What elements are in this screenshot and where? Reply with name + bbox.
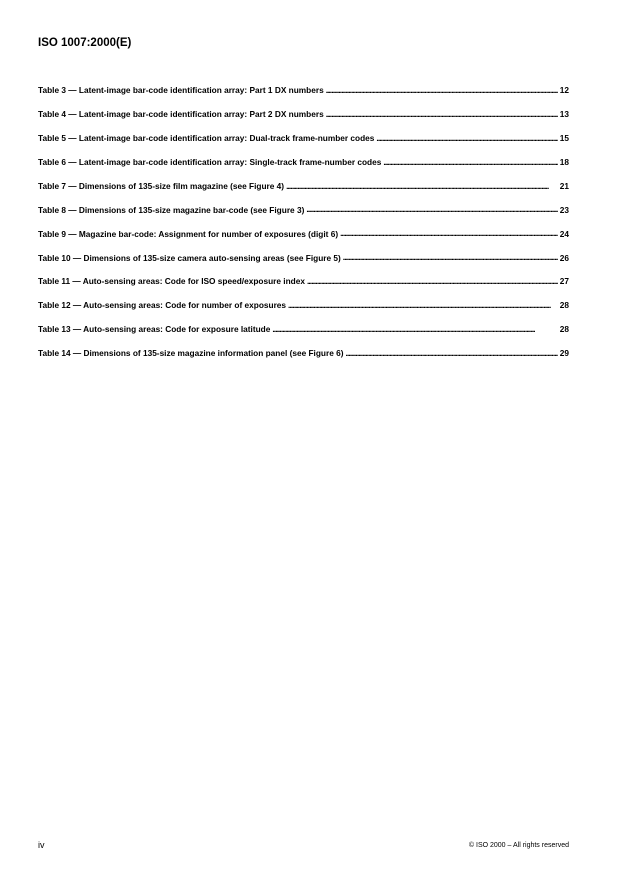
toc-dot-leader bbox=[306, 204, 557, 212]
footer-page-number: iv bbox=[38, 840, 45, 850]
toc-entry-title: Table 4 — Latent-image bar-code identification array: Part 2 DX numbers bbox=[38, 109, 324, 120]
toc-entry-page: 28 bbox=[559, 324, 569, 335]
toc-entry-page: 18 bbox=[559, 156, 569, 167]
footer-copyright: © ISO 2000 – All rights reserved bbox=[468, 842, 569, 849]
document-id-header: ISO 1007:2000(E) bbox=[38, 37, 132, 49]
toc-entry-title: Table 3 — Latent-image bar-code identification array: Part 1 DX numbers bbox=[38, 85, 324, 96]
toc-dot-leader bbox=[340, 228, 558, 236]
toc-dot-leader bbox=[343, 252, 558, 260]
toc-entry-page: 28 bbox=[559, 300, 569, 311]
toc-entry-title: Table 14 — Dimensions of 135-size magazine information panel (see Figure 6) bbox=[38, 348, 344, 359]
toc-entry-title: Table 8 — Dimensions of 135-size magazine bar-code (see Figure 3) bbox=[38, 204, 305, 215]
toc-entry-table-7[interactable] bbox=[38, 181, 569, 205]
toc-dot-leader bbox=[307, 276, 558, 284]
toc-entry-title: Table 9 — Magazine bar-code: Assignment for number of exposures (digit 6) bbox=[38, 228, 339, 239]
toc-dot-leader bbox=[346, 348, 558, 356]
toc-entry-title: Table 10 — Dimensions of 135-size camera auto-sensing areas (see Figure 5) bbox=[38, 252, 341, 263]
toc-entry-page: 12 bbox=[559, 85, 569, 96]
toc-dot-leader bbox=[288, 300, 558, 308]
toc-dot-leader bbox=[383, 157, 557, 165]
toc-entry-table-3[interactable] bbox=[38, 85, 569, 109]
toc-entry-table-4[interactable] bbox=[38, 109, 569, 133]
toc-entry-title: Table 13 — Auto-sensing areas: Code for exposure latitude bbox=[38, 324, 271, 335]
toc-entry-title: Table 11 — Auto-sensing areas: Code for ISO speed/exposure index bbox=[38, 276, 305, 287]
toc-entry-table-10[interactable] bbox=[38, 252, 569, 276]
toc-entry-table-13[interactable] bbox=[38, 324, 569, 348]
toc-entry-table-14[interactable] bbox=[38, 348, 569, 372]
toc-entry-table-12[interactable] bbox=[38, 300, 569, 324]
toc-entry-title: Table 7 — Dimensions of 135-size film magazine (see Figure 4) bbox=[38, 180, 285, 191]
toc-entry-page: 15 bbox=[559, 133, 569, 144]
toc-dot-leader bbox=[326, 109, 558, 117]
toc-dot-leader bbox=[272, 324, 557, 332]
toc-entry-title: Table 6 — Latent-image bar-code identification array: Single-track frame-number codes bbox=[38, 156, 382, 167]
toc-entry-table-6[interactable] bbox=[38, 157, 569, 181]
toc-entry-table-5[interactable] bbox=[38, 133, 569, 157]
toc-entry-table-11[interactable] bbox=[38, 276, 569, 300]
toc-entry-page: 23 bbox=[559, 204, 569, 215]
toc-dot-leader bbox=[376, 133, 557, 141]
toc-dot-leader bbox=[326, 85, 558, 93]
toc-entry-table-9[interactable] bbox=[38, 228, 569, 252]
toc-entry-page: 21 bbox=[559, 180, 569, 191]
toc-entry-title: Table 12 — Auto-sensing areas: Code for number of exposures bbox=[38, 300, 287, 311]
toc-entry-table-8[interactable] bbox=[38, 204, 569, 228]
table-of-contents-list bbox=[38, 85, 569, 372]
toc-entry-page: 29 bbox=[559, 348, 569, 359]
toc-entry-title: Table 5 — Latent-image bar-code identification array: Dual-track frame-number codes bbox=[38, 133, 375, 144]
toc-entry-page: 26 bbox=[559, 252, 569, 263]
toc-entry-page: 27 bbox=[559, 276, 569, 287]
toc-dot-leader bbox=[286, 181, 558, 189]
toc-entry-page: 24 bbox=[559, 228, 569, 239]
toc-entry-page: 13 bbox=[559, 109, 569, 120]
